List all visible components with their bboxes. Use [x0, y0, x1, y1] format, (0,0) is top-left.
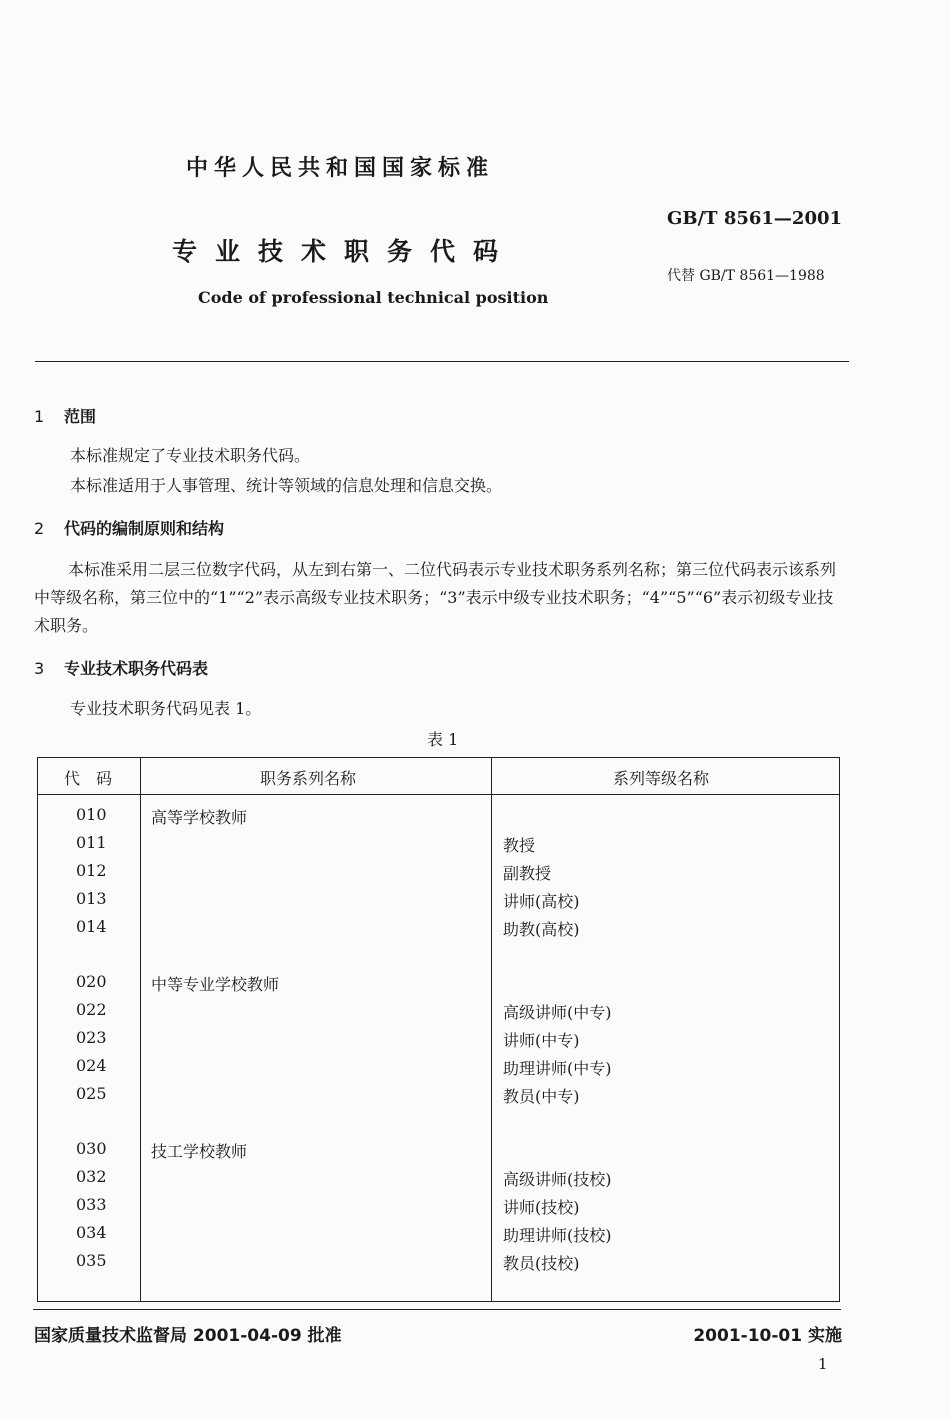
row-code: 035: [76, 1251, 107, 1270]
row-code: 011: [76, 833, 107, 852]
standard-number: GB/T 8561—2001: [667, 208, 843, 229]
row-code: 025: [76, 1084, 107, 1103]
row-code: 030: [76, 1139, 107, 1158]
row-grade-name: 助理讲师(技校): [503, 1226, 612, 1245]
row-grade-name: 助理讲师(中专): [503, 1059, 612, 1078]
column-divider: [140, 758, 141, 1301]
replaces-standard: 代替 GB/T 8561—1988: [667, 268, 825, 284]
row-series-name: 中等专业学校教师: [151, 975, 280, 994]
row-code: 033: [76, 1195, 107, 1214]
paragraph-principle: 本标准采用二层三位数字代码，从左到右第一、二位代码表示专业技术职务系列名称；第三位代码表示该系列中等级名称，第三位中的“1”“2”表示高级专业技术职务；“3”表示中级专业技术职务；“4”“5”“6”表示初级专业技术职务。: [34, 560, 837, 635]
row-code: 012: [76, 861, 107, 880]
section-heading-principle: [34, 516, 224, 539]
document-title-cn: 专业技术职务代码: [172, 237, 517, 266]
row-grade-name: 教员(中专): [503, 1087, 580, 1106]
section-heading-scope: [34, 404, 96, 427]
column-divider: [491, 758, 492, 1301]
row-code: 014: [76, 917, 107, 936]
table-caption: 表 1: [427, 730, 459, 749]
row-grade-name: 助教(高校): [503, 920, 580, 939]
column-header-series: 职务系列名称: [260, 769, 357, 788]
section-number: 1: [34, 407, 45, 426]
paragraph-scope-2: 本标准适用于人事管理、统计等领域的信息处理和信息交换。: [70, 476, 503, 495]
section-heading-code-table: [34, 656, 208, 679]
row-code: 034: [76, 1223, 107, 1242]
row-code: 013: [76, 889, 107, 908]
paragraph-scope-1: 本标准规定了专业技术职务代码。: [70, 446, 311, 465]
row-grade-name: 教员(技校): [503, 1254, 580, 1273]
header-divider: [35, 361, 849, 362]
row-code: 020: [76, 972, 107, 991]
row-code: 022: [76, 1000, 107, 1019]
paragraph-table-ref: 专业技术职务代码见表 1。: [70, 699, 262, 718]
section-number: 2: [34, 519, 45, 538]
section-title: 代码的编制原则和结构: [64, 519, 225, 538]
row-series-name: 技工学校教师: [151, 1142, 248, 1161]
row-code: 023: [76, 1028, 107, 1047]
column-header-code: 代 码: [64, 769, 113, 788]
row-code: 032: [76, 1167, 107, 1186]
section-title: 专业技术职务代码表: [64, 659, 209, 678]
document-title-en: Code of professional technical position: [198, 288, 549, 307]
header-row-divider: [38, 794, 839, 795]
footer-divider: [33, 1309, 841, 1310]
row-grade-name: 高级讲师(中专): [503, 1003, 612, 1022]
page-number: 1: [818, 1355, 828, 1373]
row-grade-name: 讲师(高校): [503, 892, 580, 911]
standard-category-title: 中华人民共和国国家标准: [186, 156, 495, 181]
row-grade-name: 副教授: [503, 864, 552, 883]
row-code: 010: [76, 805, 107, 824]
row-grade-name: 教授: [503, 836, 536, 855]
effective-date: 2001-10-01 实施: [693, 1326, 842, 1346]
row-code: 024: [76, 1056, 107, 1075]
section-number: 3: [34, 659, 45, 678]
code-table: [37, 757, 840, 1302]
row-grade-name: 讲师(技校): [503, 1198, 580, 1217]
row-grade-name: 高级讲师(技校): [503, 1170, 612, 1189]
column-header-grade: 系列等级名称: [613, 769, 710, 788]
section-title: 范围: [64, 407, 97, 426]
approval-note: 国家质量技术监督局 2001-04-09 批准: [34, 1326, 342, 1346]
row-series-name: 高等学校教师: [151, 808, 248, 827]
row-grade-name: 讲师(中专): [503, 1031, 580, 1050]
